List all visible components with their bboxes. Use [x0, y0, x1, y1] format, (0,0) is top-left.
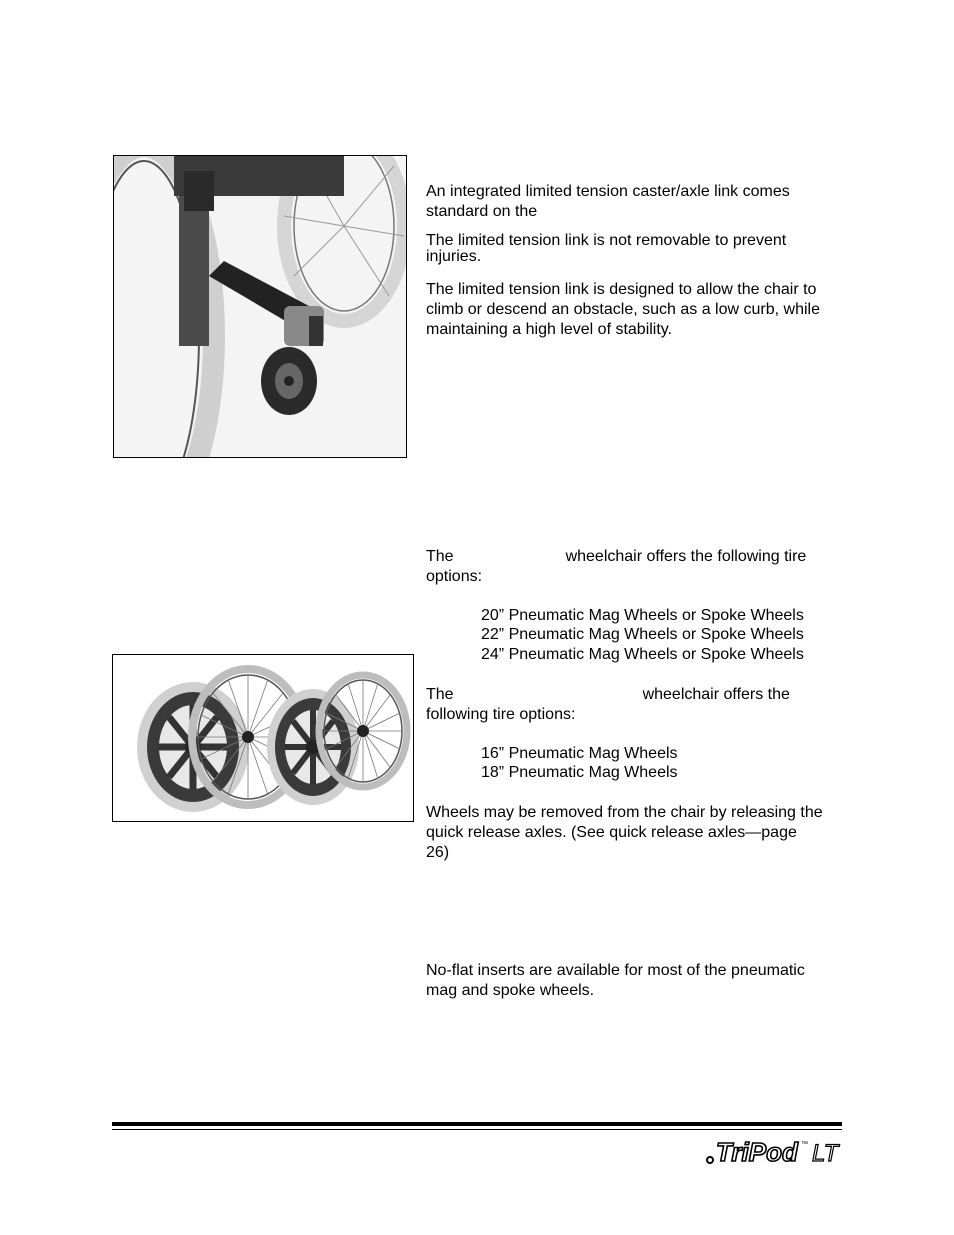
logo-mark: [702, 1136, 844, 1168]
tire-options-intro-line: following tire options:: [426, 706, 576, 723]
tire-option-item: 22” Pneumatic Mag Wheels or Spoke Wheels: [481, 626, 804, 643]
tire-option-item: 24” Pneumatic Mag Wheels or Spoke Wheels: [481, 646, 804, 663]
link-paragraph-line: injuries.: [426, 248, 482, 265]
link-paragraph-line: maintaining a high level of stability.: [426, 321, 673, 338]
tire-options-intro-2: [426, 685, 790, 705]
no-flat-line: mag and spoke wheels.: [426, 982, 595, 999]
logo-trademark: ™: [801, 1141, 808, 1148]
intro-rest: wheelchair offers the following tire: [565, 548, 807, 565]
no-flat-line: No-flat inserts are available for most of the pneumatic: [426, 962, 805, 979]
wheels-photo: [112, 654, 414, 822]
tripod-lt-logo: [702, 1136, 844, 1168]
footer-rule-thick: [112, 1122, 842, 1126]
tire-options-intro-line: options:: [426, 568, 483, 585]
intro-rest: wheelchair offers the: [642, 686, 790, 703]
spoke-wheel-icon: [319, 675, 407, 787]
wheels-illustration: [113, 655, 413, 821]
logo-suffix: LT: [812, 1140, 839, 1167]
tire-options-intro: [426, 547, 806, 567]
mag-wheel-icon: [267, 689, 359, 805]
tire-option-item: 18” Pneumatic Mag Wheels: [481, 764, 678, 781]
wheel-removal-line: 26): [426, 844, 450, 861]
intro-word: The: [426, 548, 454, 565]
wheel-removal-line: quick release axles. (See quick release axles—page: [426, 824, 797, 841]
caster-link-illustration: [114, 156, 406, 457]
wheel-removal-line: Wheels may be removed from the chair by releasing the: [426, 804, 823, 821]
tire-option-item: 16” Pneumatic Mag Wheels: [481, 745, 678, 762]
link-paragraph-line: The limited tension link is designed to allow the chair to: [426, 281, 817, 298]
link-paragraph-line: standard on the: [426, 203, 538, 220]
link-paragraph-line: climb or descend an obstacle, such as a low curb, while: [426, 301, 820, 318]
link-paragraph-line: The limited tension link is not removable to prevent: [426, 232, 787, 249]
link-paragraph-line: An integrated limited tension caster/axle link comes: [426, 183, 790, 200]
footer-rule-thin: [112, 1129, 842, 1130]
caster-link-photo: [113, 155, 407, 458]
tire-option-item: 20” Pneumatic Mag Wheels or Spoke Wheels: [481, 607, 804, 624]
logo-text: TriPod: [716, 1137, 798, 1167]
intro-word: The: [426, 686, 454, 703]
